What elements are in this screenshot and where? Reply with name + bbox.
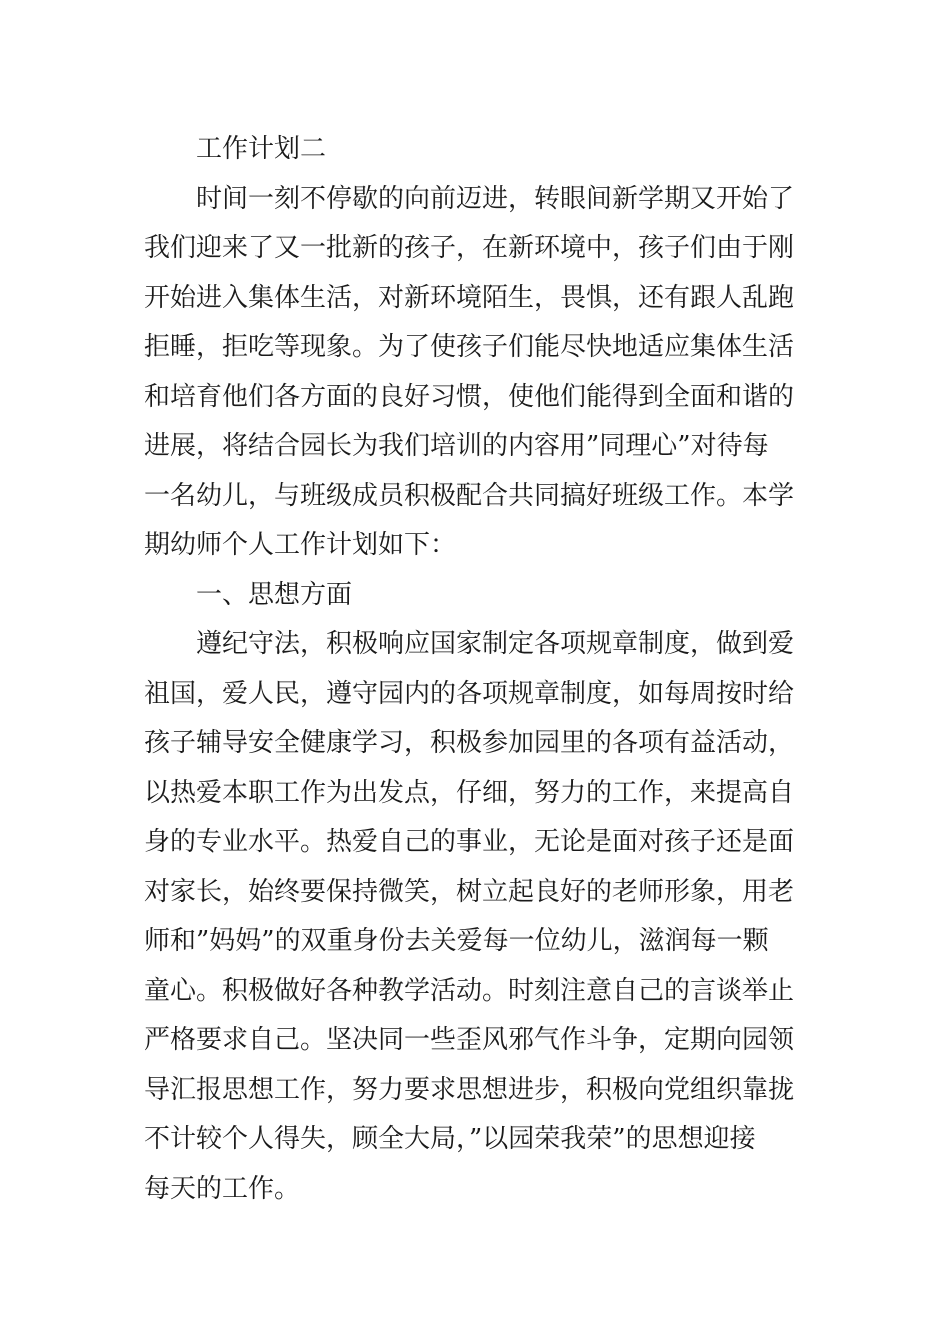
text-line: 身的专业水平。热爱自己的事业，无论是面对孩子还是面 [144,827,795,857]
document-body [144,125,816,1214]
paragraph-intro [144,175,816,571]
text-line: 每天的工作。 [144,1173,301,1204]
text-line: 导汇报思想工作，努力要求思想进步，积极向党组织靠拢 [144,1074,795,1105]
text-line: 以热爱本职工作为出发点，仔细，努力的工作，来提高自 [144,777,795,808]
text-line: 拒睡，拒吃等现象。为了使孩子们能尽快地适应集体生活 [144,332,795,362]
text-line: 我们迎来了又一批新的孩子，在新环境中，孩子们由于刚 [144,233,795,263]
text-line: 祖国，爱人民，遵守园内的各项规章制度，如每周按时给 [144,678,795,709]
text-line: 童心。积极做好各种教学活动。时刻注意自己的言谈举止 [144,975,795,1006]
text-line: 师和”妈妈”的双重身份去关爱每一位幼儿，滋润每一颗 [144,926,769,956]
text-line: 期幼师个人工作计划如下： [144,530,457,560]
text-line: 和培育他们各方面的良好习惯，使他们能得到全面和谐的 [144,381,795,412]
text-line: 严格要求自己。坚决同一些歪风邪气作斗争，定期向园领 [144,1025,795,1055]
document-heading: 工作计划二 [196,134,327,164]
paragraph-thought [144,620,816,1214]
text-line: 开始进入集体生活，对新环境陌生，畏惧，还有跟人乱跑 [144,282,795,313]
text-line: 一名幼儿，与班级成员积极配合共同搞好班级工作。本学 [144,480,795,511]
text-line: 不计较个人得失，顾全大局，”以园荣我荣”的思想迎接 [144,1124,756,1154]
text-line: 进展，将结合园长为我们培训的内容用”同理心”对待每 [144,431,769,461]
section-heading-thought: 一、思想方面 [196,579,353,610]
text-line: 遵纪守法，积极响应国家制定各项规章制度，做到爱 [196,629,795,659]
text-line: 时间一刻不停歇的向前迈进，转眼间新学期又开始了 [196,183,795,214]
text-line: 对家长，始终要保持微笑，树立起良好的老师形象，用老 [144,876,795,907]
text-line: 孩子辅导安全健康学习，积极参加园里的各项有益活动， [144,728,795,758]
